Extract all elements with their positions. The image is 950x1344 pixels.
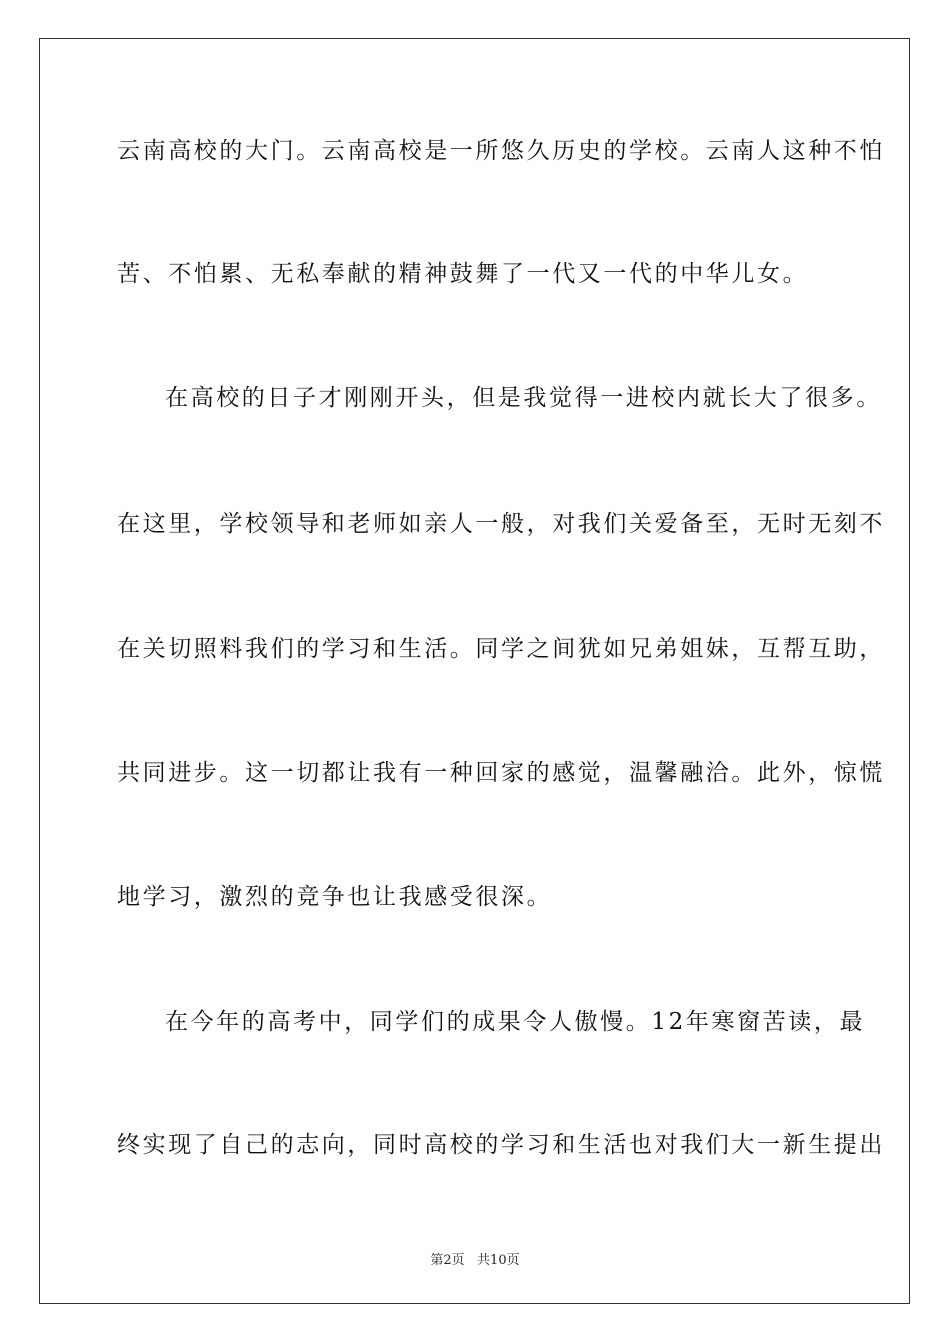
page-number-footer: 第2页 共10页 — [430, 1253, 520, 1268]
page-border — [39, 38, 910, 1304]
text-line-5: 在关切照料我们的学习和生活。同学之间犹如兄弟姐妹，互帮互助， — [117, 636, 885, 662]
text-line-7: 地学习，激烈的竞争也让我感受很深。 — [117, 884, 553, 910]
text-line-4: 在这里，学校领导和老师如亲人一般，对我们关爱备至，无时无刻不 — [117, 511, 885, 537]
text-line-8: 在今年的高考中，同学们的成果令人傲慢。12年寒窗苦读，最 — [165, 1009, 866, 1035]
text-line-6: 共同进步。这一切都让我有一种回家的感觉，温馨融洽。此外，惊慌 — [117, 760, 885, 786]
text-line-2: 苦、不怕累、无私奉献的精神鼓舞了一代又一代的中华儿女。 — [117, 261, 809, 287]
text-line-9: 终实现了自己的志向，同时高校的学习和生活也对我们大一新生提出 — [117, 1132, 885, 1158]
text-line-3: 在高校的日子才刚刚开头，但是我觉得一进校内就长大了很多。 — [165, 385, 882, 411]
text-line-1: 云南高校的大门。云南高校是一所悠久历史的学校。云南人这种不怕 — [117, 138, 885, 164]
